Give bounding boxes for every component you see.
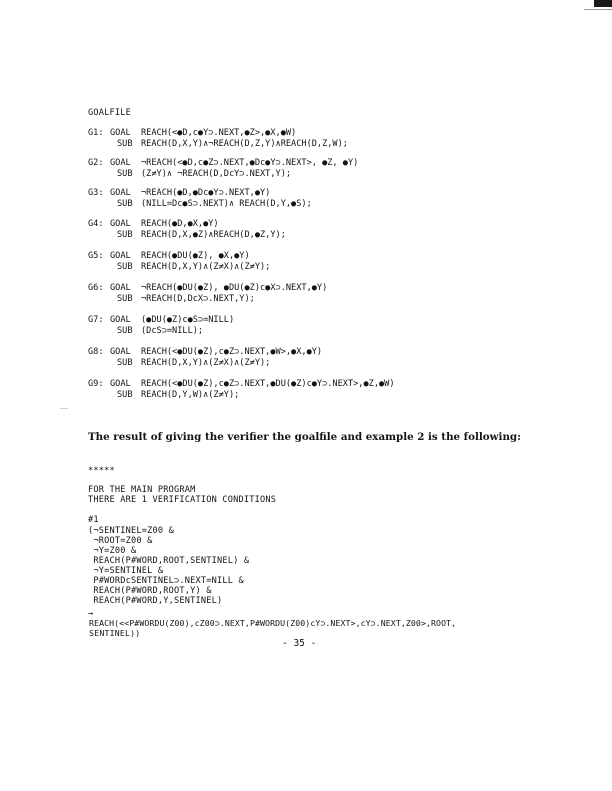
goalfile-heading: GOALFILE — [88, 108, 131, 118]
sub-expression: REACH(D,X,Y)∧(Z≠X)∧(Z≠Y); — [141, 358, 271, 368]
conclusion-line: SENTINEL)) — [84, 628, 141, 638]
program-line-2: THERE ARE 1 VERIFICATION CONDITIONS — [88, 495, 277, 505]
goal-label: G3: — [88, 188, 104, 198]
hypothesis-line: REACH(P#WORD,Y,SENTINEL) — [88, 596, 223, 606]
scan-corner-mark — [594, 0, 612, 7]
hypothesis-line: P#WORDcSENTINEL⊃.NEXT=NILL & — [88, 576, 244, 586]
goal-keyword: GOAL — [110, 188, 131, 198]
sub-expression: REACH(D,X,Y)∧(Z≠X)∧(Z≠Y); — [141, 262, 271, 272]
goal-expression: ¬REACH(●DU(●Z), ●DU(●Z)c●X⊃.NEXT,●Y) — [141, 283, 328, 293]
scan-blot — [60, 408, 68, 409]
goal-expression: REACH(●D,●X,●Y) — [141, 219, 219, 229]
goal-keyword: GOAL — [110, 347, 131, 357]
goal-expression: ¬REACH(<●D,c●Z⊃.NEXT,●Dc●Y⊃.NEXT>, ●Z, ●Y) — [141, 158, 359, 168]
goal-keyword: GOAL — [110, 315, 131, 325]
goal-keyword: GOAL — [110, 158, 131, 168]
sub-keyword: SUB — [117, 358, 133, 368]
goal-keyword: GOAL — [110, 283, 131, 293]
goal-expression: (●DU(●Z)c●S⊃=NILL) — [141, 315, 235, 325]
implication-arrow: → — [88, 609, 94, 619]
sub-expression: (Z≠Y)∧ ¬REACH(D,DcY⊃.NEXT,Y); — [141, 169, 292, 179]
goal-expression: REACH(<●DU(●Z),c●Z⊃.NEXT,●DU(●Z)c●Y⊃.NEXT>,●Z,●W) — [141, 379, 395, 389]
goal-label: G9: — [88, 379, 104, 389]
goal-expression: REACH(<●DU(●Z),c●Z⊃.NEXT,●W>,●X,●Y) — [141, 347, 323, 357]
sub-keyword: SUB — [117, 230, 133, 240]
scan-corner-line — [584, 9, 612, 10]
sub-expression: (DcS⊃=NILL); — [141, 326, 204, 336]
goal-expression: REACH(<●D,c●Y⊃.NEXT,●Z>,●X,●W) — [141, 128, 297, 138]
separator-stars: ***** — [88, 466, 115, 476]
goal-keyword: GOAL — [110, 251, 131, 261]
sub-keyword: SUB — [117, 199, 133, 209]
result-note: The result of giving the verifier the goalfile and example 2 is the following: — [88, 431, 521, 443]
program-line-1: FOR THE MAIN PROGRAM — [88, 485, 196, 495]
goal-label: G1: — [88, 128, 104, 138]
sub-keyword: SUB — [117, 169, 133, 179]
goal-label: G5: — [88, 251, 104, 261]
sub-expression: REACH(D,X,●Z)∧REACH(D,●Z,Y); — [141, 230, 286, 240]
hypothesis-line: REACH(P#WORD,ROOT,Y) & — [88, 586, 212, 596]
goal-keyword: GOAL — [110, 128, 131, 138]
sub-keyword: SUB — [117, 262, 133, 272]
hypothesis-line: REACH(P#WORD,ROOT,SENTINEL) & — [88, 556, 250, 566]
page-number: - 35 - — [282, 638, 317, 649]
sub-keyword: SUB — [117, 294, 133, 304]
vc-number: #1 — [88, 515, 99, 525]
goal-label: G8: — [88, 347, 104, 357]
sub-expression: REACH(D,X,Y)∧¬REACH(D,Z,Y)∧REACH(D,Z,W); — [141, 139, 348, 149]
hypothesis-line: (¬SENTINEL=Z00 & — [88, 526, 174, 536]
goal-label: G2: — [88, 158, 104, 168]
conclusion-line: REACH(<<P#WORDU(Z00),cZ00⊃.NEXT,P#WORDU(Z00)cY⊃.NEXT>,cY⊃.NEXT,Z00>,ROOT, — [84, 618, 457, 628]
sub-expression: REACH(D,Y,W)∧(Z≠Y); — [141, 390, 240, 400]
sub-expression: (NILL=Dc●S⊃.NEXT)∧ REACH(D,Y,●S); — [141, 199, 312, 209]
sub-keyword: SUB — [117, 390, 133, 400]
hypothesis-line: ¬ROOT=Z00 & — [88, 536, 153, 546]
goal-keyword: GOAL — [110, 379, 131, 389]
goal-label: G4: — [88, 219, 104, 229]
sub-keyword: SUB — [117, 326, 133, 336]
goal-label: G6: — [88, 283, 104, 293]
goal-label: G7: — [88, 315, 104, 325]
goal-keyword: GOAL — [110, 219, 131, 229]
sub-keyword: SUB — [117, 139, 133, 149]
hypothesis-line: ¬Y=SENTINEL & — [88, 566, 164, 576]
hypothesis-line: ¬Y=Z00 & — [88, 546, 137, 556]
goal-expression: ¬REACH(●D,●Dc●Y⊃.NEXT,●Y) — [141, 188, 271, 198]
goal-expression: REACH(●DU(●Z), ●X,●Y) — [141, 251, 250, 261]
sub-expression: ¬REACH(D,DcX⊃.NEXT,Y); — [141, 294, 255, 304]
